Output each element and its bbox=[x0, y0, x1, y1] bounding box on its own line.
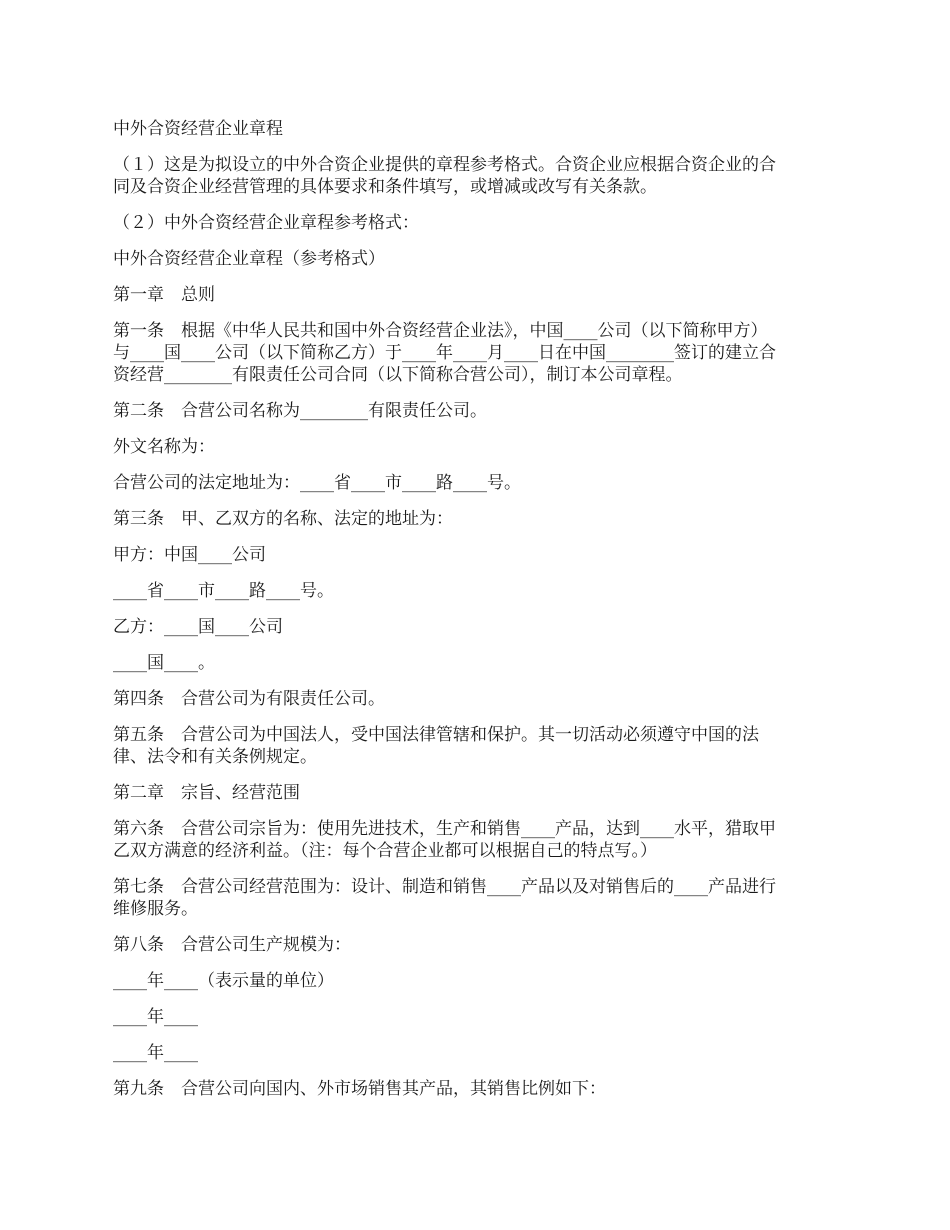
paragraph-line: 第一条 根据《中华人民共和国中外合资经营企业法》，中国____公司（以下简称甲方） bbox=[113, 321, 768, 341]
paragraph-line: 资经营________有限责任公司合同（以下简称合营公司），制订本公司章程。 bbox=[113, 365, 683, 385]
paragraph-line: 第四条 合营公司为有限责任公司。 bbox=[113, 689, 385, 709]
paragraph-line: （１）这是为拟设立的中外合资企业提供的章程参考格式。合资企业应根据合资企业的合 bbox=[113, 155, 776, 175]
paragraph-line: 第三条 甲、乙双方的名称、法定的地址为： bbox=[113, 509, 453, 529]
paragraph-line: ____年____（表示量的单位） bbox=[113, 971, 334, 991]
paragraph-line: 合营公司的法定地址为：____省____市____路____号。 bbox=[113, 473, 521, 493]
paragraph-line: 甲方：中国____公司 bbox=[113, 545, 266, 565]
paragraph-line: 第五条 合营公司为中国法人，受中国法律管辖和保护。其一切活动必须遵守中国的法 bbox=[113, 725, 759, 745]
document-paragraph bbox=[113, 724, 841, 768]
paragraph-line: 第八条 合营公司生产规模为： bbox=[113, 935, 351, 955]
paragraph-line: 第二章 宗旨、经营范围 bbox=[113, 783, 300, 803]
paragraph-line: 与____国____公司（以下简称乙方）于____年____月____日在中国________签订的建立合 bbox=[113, 343, 776, 363]
document-paragraph bbox=[113, 652, 841, 674]
paragraph-line: ____省____市____路____号。 bbox=[113, 581, 334, 601]
paragraph-line: 乙双方满意的经济利益。（注：每个合营企业都可以根据自己的特点写。） bbox=[113, 841, 657, 861]
paragraph-line: 同及合资企业经营管理的具体要求和条件填写，或增减或改写有关条款。 bbox=[113, 177, 657, 197]
document-paragraph bbox=[113, 320, 841, 386]
document-paragraph bbox=[113, 154, 841, 198]
paragraph-line: 第二条 合营公司名称为________有限责任公司。 bbox=[113, 401, 487, 421]
paragraph-line: 维修服务。 bbox=[113, 899, 198, 919]
paragraph-line: 乙方：____国____公司 bbox=[113, 617, 283, 637]
paragraph-line: 第六条 合营公司宗旨为：使用先进技术，生产和销售____产品，达到____水平，猎取甲 bbox=[113, 819, 776, 839]
document-body bbox=[113, 118, 841, 1114]
document-paragraph bbox=[113, 580, 841, 602]
document-paragraph bbox=[113, 1078, 841, 1100]
document-paragraph bbox=[113, 212, 841, 234]
paragraph-line: 第九条 合营公司向国内、外市场销售其产品，其销售比例如下： bbox=[113, 1079, 606, 1099]
document-paragraph bbox=[113, 934, 841, 956]
document-paragraph bbox=[113, 436, 841, 458]
paragraph-line: 外文名称为： bbox=[113, 437, 215, 457]
document-paragraph bbox=[113, 544, 841, 566]
document-paragraph bbox=[113, 616, 841, 638]
document-paragraph bbox=[113, 248, 841, 270]
paragraph-line: 律、法令和有关条例规定。 bbox=[113, 747, 317, 767]
paragraph-line: 第一章 总则 bbox=[113, 285, 215, 305]
document-paragraph bbox=[113, 508, 841, 530]
paragraph-line: ____国____。 bbox=[113, 653, 215, 673]
document-paragraph bbox=[113, 782, 841, 804]
document-paragraph bbox=[113, 876, 841, 920]
paragraph-line: ____年____ bbox=[113, 1007, 198, 1027]
document-paragraph bbox=[113, 118, 841, 140]
document-paragraph bbox=[113, 688, 841, 710]
paragraph-line: 中外合资经营企业章程 bbox=[113, 119, 283, 139]
paragraph-line: 中外合资经营企业章程（参考格式） bbox=[113, 249, 385, 269]
paragraph-line: ____年____ bbox=[113, 1043, 198, 1063]
document-paragraph bbox=[113, 970, 841, 992]
document-paragraph bbox=[113, 400, 841, 422]
document-paragraph bbox=[113, 818, 841, 862]
document-paragraph bbox=[113, 284, 841, 306]
document-paragraph bbox=[113, 1042, 841, 1064]
paragraph-line: （２）中外合资经营企业章程参考格式： bbox=[113, 213, 419, 233]
document-paragraph bbox=[113, 1006, 841, 1028]
paragraph-line: 第七条 合营公司经营范围为：设计、制造和销售____产品以及对销售后的____产品进行 bbox=[113, 877, 776, 897]
document-paragraph bbox=[113, 472, 841, 494]
